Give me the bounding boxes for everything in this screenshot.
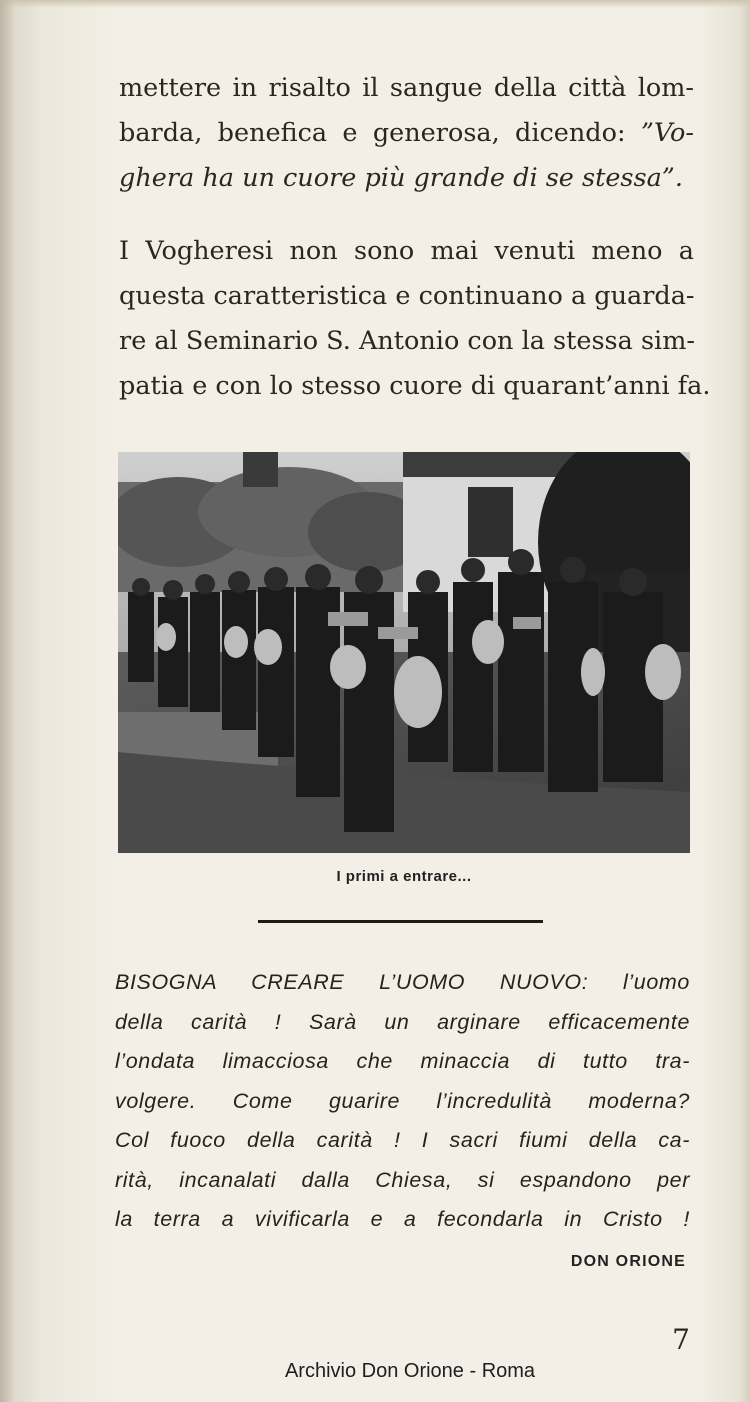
photo-caption: I primi a entrare... bbox=[336, 868, 472, 885]
historic-photograph bbox=[118, 452, 690, 853]
quote-line: l’ondata limacciosa che minaccia di tutto tra- bbox=[115, 1049, 690, 1073]
quote-author: DON ORIONE bbox=[570, 1253, 686, 1270]
quote-block bbox=[115, 963, 690, 1240]
quote-line: rità, incanalati dalla Chiesa, si espandono per bbox=[115, 1167, 690, 1192]
paragraph-vogheresi bbox=[119, 229, 711, 409]
photo-illustration bbox=[118, 452, 690, 853]
page-top-edge bbox=[0, 0, 750, 8]
quote-line: volgere. Come guarire l’incredulità moderna? bbox=[115, 1088, 690, 1113]
paragraph-voghera bbox=[119, 66, 694, 201]
divider-line bbox=[258, 920, 543, 923]
text-line: re al Seminario S. Antonio con la stessa sim- bbox=[119, 326, 695, 356]
text-line bbox=[119, 111, 694, 156]
page-number: 7 bbox=[672, 1323, 690, 1356]
text-line: patia e con lo stesso cuore di quarant’anni fa. bbox=[119, 371, 711, 401]
page-gutter-shadow bbox=[0, 0, 14, 1402]
quote-line: della carità ! Sarà un arginare efficacemente bbox=[115, 1009, 690, 1034]
text-segment-italic: ”Vo- bbox=[640, 118, 694, 148]
archive-watermark: Archivio Don Orione - Roma bbox=[284, 1360, 536, 1382]
quote-line: BISOGNA CREARE L’UOMO NUOVO: l’uomo bbox=[115, 970, 690, 994]
text-line: mettere in risalto il sangue della città lom- bbox=[119, 73, 694, 103]
quote-line: Col fuoco della carità ! I sacri fiumi della ca- bbox=[115, 1128, 690, 1152]
quote-line: la terra a vivificarla e a fecondarla in Cristo ! bbox=[115, 1207, 690, 1231]
text-segment: barda, benefica e generosa, dicendo: bbox=[119, 118, 641, 148]
text-line-italic: ghera ha un cuore più grande di se stessa”. bbox=[119, 163, 683, 193]
text-line: questa caratteristica e continuano a guarda- bbox=[119, 281, 695, 311]
text-line: I Vogheresi non sono mai venuti meno a bbox=[119, 236, 694, 266]
